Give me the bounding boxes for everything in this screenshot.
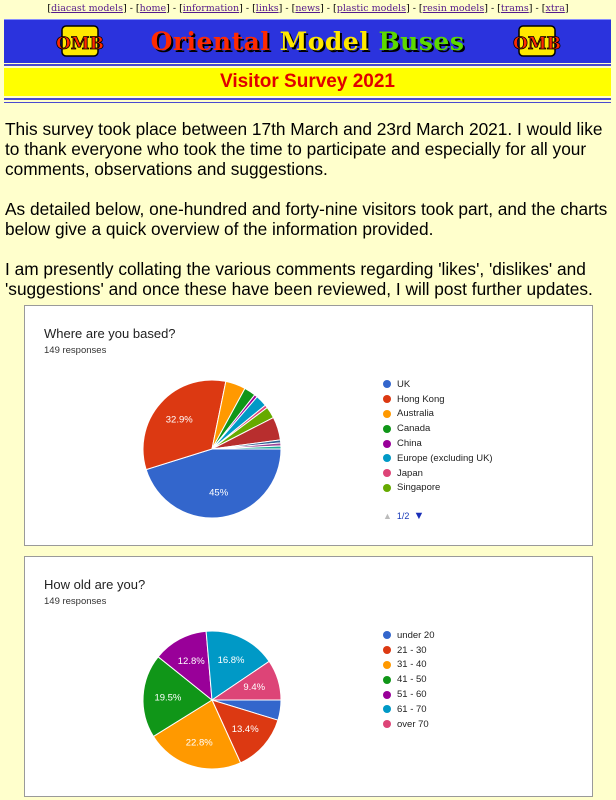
pie-data-label: 22.8%: [185, 737, 213, 749]
legend-item[interactable]: [383, 658, 435, 673]
legend-item[interactable]: [383, 628, 435, 643]
omb-logo-right[interactable]: [513, 23, 561, 59]
nav-link[interactable]: links: [255, 3, 279, 14]
legend-swatch: [383, 691, 391, 699]
legend-swatch: [383, 380, 391, 388]
nav-link[interactable]: trams: [500, 3, 529, 14]
pie-chart-age: [25, 557, 594, 798]
nav-link[interactable]: resin models: [422, 3, 485, 14]
legend-swatch: [383, 395, 391, 403]
pie-data-label: 16.8%: [217, 655, 245, 667]
intro-text: [5, 119, 611, 319]
site-banner: [4, 19, 611, 63]
pie-data-label: 19.5%: [154, 692, 182, 704]
legend-item[interactable]: [383, 407, 493, 422]
legend-item[interactable]: [383, 466, 493, 481]
nav-link[interactable]: plastic models: [336, 3, 406, 14]
nav-link[interactable]: information: [182, 3, 240, 14]
legend-item[interactable]: [383, 377, 493, 392]
legend-item[interactable]: [383, 643, 435, 658]
omb-logo-left[interactable]: [56, 23, 104, 59]
legend-label: Singapore: [397, 482, 441, 494]
pie-data-label: 32.9%: [165, 414, 193, 426]
legend-label: over 70: [397, 718, 429, 730]
divider-bottom-thin: [4, 102, 611, 103]
nav-link[interactable]: home: [139, 3, 167, 14]
legend-label: China: [397, 438, 422, 450]
legend-prev-icon[interactable]: ▲: [383, 511, 392, 521]
site-title-word-1: Oriental: [150, 27, 271, 56]
legend-item[interactable]: [383, 392, 493, 407]
legend-item[interactable]: [383, 436, 493, 451]
nav-link[interactable]: news: [295, 3, 321, 14]
legend-swatch: [383, 425, 391, 433]
legend-item[interactable]: [383, 672, 435, 687]
legend-page-indicator: 1/2: [396, 511, 410, 521]
pie-data-label: 12.8%: [177, 656, 205, 668]
site-title-word-2: Model: [279, 27, 370, 56]
legend-label: Japan: [397, 467, 423, 479]
chart-response-count: 149 responses: [44, 345, 107, 356]
legend-label: Australia: [397, 408, 434, 420]
legend-label: Hong Kong: [397, 393, 445, 405]
logo-text-left: OMB: [56, 34, 104, 54]
legend-item[interactable]: [383, 702, 435, 717]
intro-paragraph-2: As detailed below, one-hundred and forty-nine visitors took part, and the charts below give a quick overview of the information provided.: [5, 199, 608, 239]
divider-bottom: [4, 98, 611, 100]
intro-paragraph-1: This survey took place between 17th March and 23rd March 2021. I would like to thank everyone who took the time to participate and especially for all your comments, observations and suggestions.: [5, 119, 603, 179]
legend-swatch: [383, 454, 391, 462]
top-nav: [diacast models] - [home] - [information] - [links] - [news] - [plastic models] - [resin models] - [trams] - [xtra]: [47, 3, 569, 14]
legend-item[interactable]: [383, 451, 493, 466]
legend-label: Canada: [397, 423, 431, 435]
legend-swatch: [383, 440, 391, 448]
legend-swatch: [383, 631, 391, 639]
pie-chart-location: [25, 306, 594, 547]
legend-label: 41 - 50: [397, 674, 427, 686]
legend-item[interactable]: [383, 481, 493, 496]
site-title[interactable]: [151, 27, 465, 56]
chart-title: Where are you based?: [44, 326, 176, 341]
pie-data-label: 9.4%: [243, 682, 266, 694]
legend-next-icon[interactable]: ▼: [413, 510, 425, 522]
legend-swatch: [383, 705, 391, 713]
legend-swatch: [383, 484, 391, 492]
legend-label: 21 - 30: [397, 644, 427, 656]
chart-card-age: [24, 556, 593, 797]
page-title: Visitor Survey 2021: [4, 68, 611, 96]
chart-card-location: [24, 305, 593, 546]
legend-swatch: [383, 469, 391, 477]
legend-item[interactable]: [383, 717, 435, 732]
legend-label: under 20: [397, 629, 435, 641]
legend-label: UK: [397, 378, 411, 390]
chart-title: How old are you?: [44, 577, 146, 592]
site-title-word-3: Buses: [378, 27, 465, 56]
legend-label: 61 - 70: [397, 703, 427, 715]
legend-swatch: [383, 410, 391, 418]
nav-link[interactable]: xtra: [545, 3, 565, 14]
chart-response-count: 149 responses: [44, 596, 107, 607]
legend-swatch: [383, 676, 391, 684]
legend-label: 51 - 60: [397, 689, 427, 701]
legend-label: Europe (excluding UK): [397, 452, 493, 464]
legend-pager: [383, 510, 424, 522]
legend-item[interactable]: [383, 421, 493, 436]
legend-swatch: [383, 661, 391, 669]
pie-data-label: 13.4%: [231, 724, 259, 736]
legend-item[interactable]: [383, 687, 435, 702]
legend-swatch: [383, 720, 391, 728]
intro-paragraph-3: I am presently collating the various comments regarding 'likes', 'dislikes' and 'suggestions' and once these have been reviewed, I will post further updates.: [5, 259, 593, 299]
logo-text-right: OMB: [513, 34, 561, 54]
nav-link[interactable]: diacast models: [51, 3, 123, 14]
chart-legend: [383, 628, 435, 732]
legend-swatch: [383, 646, 391, 654]
chart-legend: [383, 377, 493, 495]
legend-label: 31 - 40: [397, 659, 427, 671]
pie-data-label: 45%: [209, 487, 229, 499]
divider-top: [4, 64, 611, 66]
